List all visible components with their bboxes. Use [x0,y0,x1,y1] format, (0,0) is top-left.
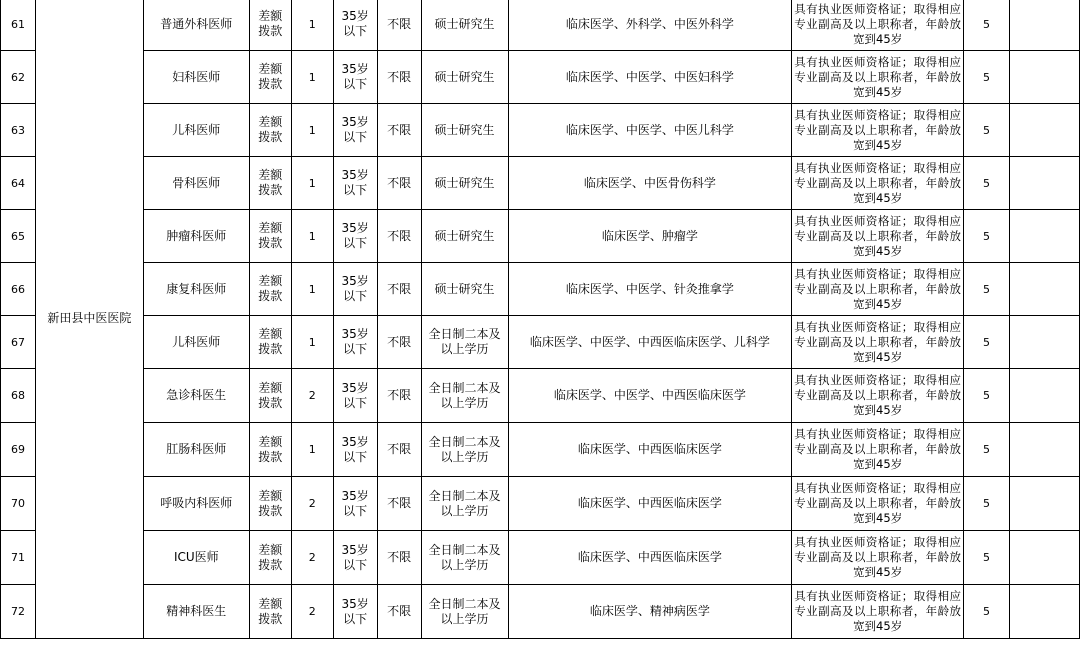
table-row [1,477,1080,531]
post-name-cell: 肛肠科医师 [143,423,249,477]
requirement-cell: 具有执业医师资格证；取得相应专业副高及以上职称者，年龄放宽到45岁 [792,316,964,369]
gender-cell: 不限 [377,0,421,51]
funding-type-cell: 差额拨款 [249,585,291,639]
education-cell: 全日制二本及以上学历 [421,423,508,477]
blank-cell [1010,585,1080,639]
funding-type-cell: 差额拨款 [249,0,291,51]
major-cell: 临床医学、中医学、针灸推拿学 [508,263,792,316]
funding-type-cell: 差额拨款 [249,263,291,316]
blank-cell [1010,0,1080,51]
age-limit-cell: 35岁以下 [333,477,377,531]
requirement-cell: 具有执业医师资格证；取得相应专业副高及以上职称者，年龄放宽到45岁 [792,210,964,263]
age-limit-cell: 35岁以下 [333,51,377,104]
major-cell: 临床医学、中西医临床医学 [508,423,792,477]
education-cell: 硕士研究生 [421,104,508,157]
table-row [1,157,1080,210]
blank-cell [1010,157,1080,210]
row-number-cell: 64 [1,157,36,210]
headcount-cell: 1 [291,104,333,157]
headcount-cell: 2 [291,369,333,423]
table-row [1,423,1080,477]
education-cell: 全日制二本及以上学历 [421,585,508,639]
gender-cell: 不限 [377,369,421,423]
post-name-cell: 精神科医生 [143,585,249,639]
row-number-cell: 68 [1,369,36,423]
row-number-cell: 70 [1,477,36,531]
funding-type-cell: 差额拨款 [249,157,291,210]
post-name-cell: 骨科医师 [143,157,249,210]
requirement-cell: 具有执业医师资格证；取得相应专业副高及以上职称者，年龄放宽到45岁 [792,51,964,104]
extra-value-cell: 5 [964,157,1010,210]
post-name-cell: 康复科医师 [143,263,249,316]
post-name-cell: 呼吸内科医师 [143,477,249,531]
age-limit-cell: 35岁以下 [333,104,377,157]
table-row [1,0,1080,51]
funding-type-cell: 差额拨款 [249,423,291,477]
requirement-cell: 具有执业医师资格证；取得相应专业副高及以上职称者，年龄放宽到45岁 [792,423,964,477]
post-name-cell: 妇科医师 [143,51,249,104]
extra-value-cell: 5 [964,531,1010,585]
funding-type-cell: 差额拨款 [249,51,291,104]
headcount-cell: 1 [291,263,333,316]
requirement-cell: 具有执业医师资格证；取得相应专业副高及以上职称者，年龄放宽到45岁 [792,0,964,51]
requirement-cell: 具有执业医师资格证；取得相应专业副高及以上职称者，年龄放宽到45岁 [792,531,964,585]
major-cell: 临床医学、中西医临床医学 [508,477,792,531]
gender-cell: 不限 [377,423,421,477]
gender-cell: 不限 [377,263,421,316]
age-limit-cell: 35岁以下 [333,369,377,423]
gender-cell: 不限 [377,477,421,531]
blank-cell [1010,104,1080,157]
headcount-cell: 1 [291,316,333,369]
extra-value-cell: 5 [964,0,1010,51]
row-number-cell: 67 [1,316,36,369]
blank-cell [1010,477,1080,531]
blank-cell [1010,263,1080,316]
education-cell: 全日制二本及以上学历 [421,477,508,531]
table-row [1,51,1080,104]
education-cell: 全日制二本及以上学历 [421,531,508,585]
requirement-cell: 具有执业医师资格证；取得相应专业副高及以上职称者，年龄放宽到45岁 [792,585,964,639]
funding-type-cell: 差额拨款 [249,531,291,585]
blank-cell [1010,423,1080,477]
major-cell: 临床医学、中西医临床医学 [508,531,792,585]
age-limit-cell: 35岁以下 [333,210,377,263]
gender-cell: 不限 [377,210,421,263]
gender-cell: 不限 [377,585,421,639]
funding-type-cell: 差额拨款 [249,477,291,531]
hospital-cell: 新田县中医医院 [35,0,143,639]
extra-value-cell: 5 [964,263,1010,316]
education-cell: 硕士研究生 [421,51,508,104]
table-row [1,316,1080,369]
major-cell: 临床医学、中医学、中西医临床医学 [508,369,792,423]
blank-cell [1010,369,1080,423]
education-cell: 硕士研究生 [421,0,508,51]
blank-cell [1010,210,1080,263]
age-limit-cell: 35岁以下 [333,316,377,369]
funding-type-cell: 差额拨款 [249,104,291,157]
extra-value-cell: 5 [964,104,1010,157]
row-number-cell: 66 [1,263,36,316]
major-cell: 临床医学、中医学、中西医临床医学、儿科学 [508,316,792,369]
funding-type-cell: 差额拨款 [249,369,291,423]
post-name-cell: 儿科医师 [143,316,249,369]
age-limit-cell: 35岁以下 [333,157,377,210]
headcount-cell: 2 [291,585,333,639]
table-row [1,104,1080,157]
requirement-cell: 具有执业医师资格证；取得相应专业副高及以上职称者，年龄放宽到45岁 [792,157,964,210]
row-number-cell: 63 [1,104,36,157]
age-limit-cell: 35岁以下 [333,0,377,51]
age-limit-cell: 35岁以下 [333,531,377,585]
headcount-cell: 1 [291,210,333,263]
headcount-cell: 1 [291,157,333,210]
headcount-cell: 2 [291,477,333,531]
major-cell: 临床医学、中医学、中医儿科学 [508,104,792,157]
major-cell: 临床医学、肿瘤学 [508,210,792,263]
education-cell: 全日制二本及以上学历 [421,316,508,369]
funding-type-cell: 差额拨款 [249,316,291,369]
education-cell: 硕士研究生 [421,263,508,316]
table-row [1,210,1080,263]
row-number-cell: 65 [1,210,36,263]
extra-value-cell: 5 [964,585,1010,639]
row-number-cell: 61 [1,0,36,51]
table-row [1,369,1080,423]
post-name-cell: 肿瘤科医师 [143,210,249,263]
headcount-cell: 1 [291,0,333,51]
extra-value-cell: 5 [964,423,1010,477]
blank-cell [1010,531,1080,585]
gender-cell: 不限 [377,316,421,369]
age-limit-cell: 35岁以下 [333,585,377,639]
row-number-cell: 72 [1,585,36,639]
gender-cell: 不限 [377,531,421,585]
major-cell: 临床医学、精神病医学 [508,585,792,639]
extra-value-cell: 5 [964,477,1010,531]
row-number-cell: 71 [1,531,36,585]
table-row [1,531,1080,585]
requirement-cell: 具有执业医师资格证；取得相应专业副高及以上职称者，年龄放宽到45岁 [792,477,964,531]
blank-cell [1010,316,1080,369]
extra-value-cell: 5 [964,316,1010,369]
extra-value-cell: 5 [964,51,1010,104]
gender-cell: 不限 [377,104,421,157]
major-cell: 临床医学、外科学、中医外科学 [508,0,792,51]
major-cell: 临床医学、中医学、中医妇科学 [508,51,792,104]
education-cell: 硕士研究生 [421,210,508,263]
blank-cell [1010,51,1080,104]
headcount-cell: 1 [291,51,333,104]
post-name-cell: 儿科医师 [143,104,249,157]
funding-type-cell: 差额拨款 [249,210,291,263]
table-row [1,263,1080,316]
education-cell: 全日制二本及以上学历 [421,369,508,423]
age-limit-cell: 35岁以下 [333,263,377,316]
major-cell: 临床医学、中医骨伤科学 [508,157,792,210]
gender-cell: 不限 [377,51,421,104]
post-name-cell: ICU医师 [143,531,249,585]
gender-cell: 不限 [377,157,421,210]
headcount-cell: 2 [291,531,333,585]
row-number-cell: 69 [1,423,36,477]
table-row [1,585,1080,639]
extra-value-cell: 5 [964,210,1010,263]
headcount-cell: 1 [291,423,333,477]
requirement-cell: 具有执业医师资格证；取得相应专业副高及以上职称者，年龄放宽到45岁 [792,263,964,316]
age-limit-cell: 35岁以下 [333,423,377,477]
requirement-cell: 具有执业医师资格证；取得相应专业副高及以上职称者，年龄放宽到45岁 [792,104,964,157]
post-name-cell: 急诊科医生 [143,369,249,423]
row-number-cell: 62 [1,51,36,104]
post-name-cell: 普通外科医师 [143,0,249,51]
education-cell: 硕士研究生 [421,157,508,210]
extra-value-cell: 5 [964,369,1010,423]
requirement-cell: 具有执业医师资格证；取得相应专业副高及以上职称者，年龄放宽到45岁 [792,369,964,423]
